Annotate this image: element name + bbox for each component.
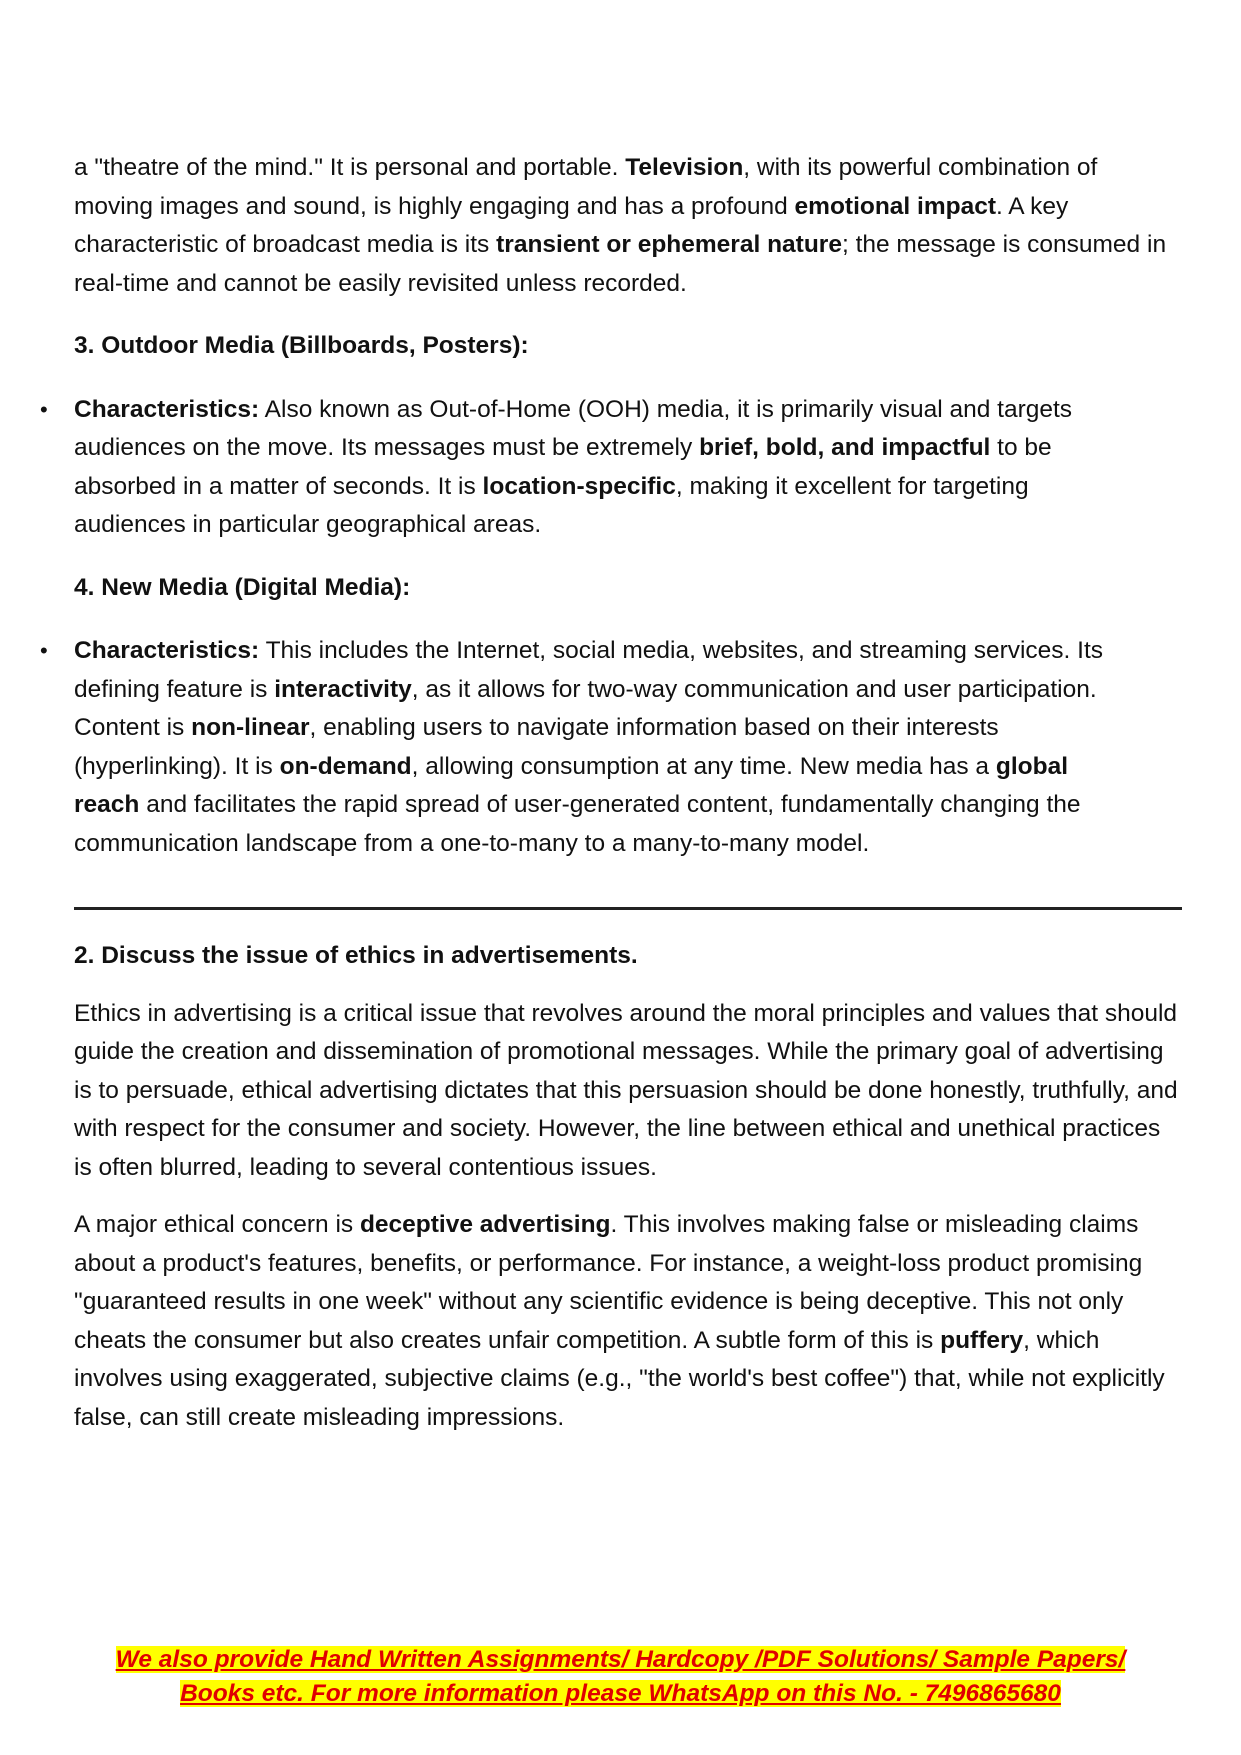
promo-line-2: Books etc. For more information please WhatsApp on this No. - 7496865680: [180, 1680, 1061, 1707]
new-media-characteristics: Characteristics: This includes the Internet, social media, websites, and streaming services. Its defining feature is interactivity, as it allows for two-way communication and user participation. Content is non-linear, enabling users to navigate information based on their interests (hyperlinking). It is on-demand, allowing consumption at any time. New media has a global reach and facilitates the rapid spread of user-generated content, fundamentally changing the communication landscape from a one-to-many to a many-to-many model.: [74, 637, 1104, 857]
ethics-paragraph-2: A major ethical concern is deceptive advertising. This involves making false or misleading claims about a product's features, benefits, or performance. For instance, a weight-loss product promising "guaranteed results in one week" without any scientific evidence is being deceptive. This not only cheats the consumer but also creates unfair competition. A subtle form of this is puffery, which involves using exaggerated, subjective claims (e.g., "the world's best coffee") that, while not explicitly false, can still create misleading impressions.: [74, 1211, 1165, 1431]
bold-term: transient or ephemeral nature: [496, 231, 842, 258]
bold-term: location-specific: [482, 472, 676, 500]
new-media-list: [0, 632, 1241, 863]
bold-term: global reach: [74, 752, 1068, 818]
bold-term: puffery: [940, 1326, 1024, 1354]
new-media-heading: 4. New Media (Digital Media):: [74, 573, 411, 601]
list-item: [40, 632, 1241, 863]
bullet-icon: •: [40, 638, 48, 663]
ethics-paragraph-1: Ethics in advertising is a critical issue that revolves around the moral principles and values that should guide the creation and dissemination of promotional messages. While the primary goal of advertising is to persuade, ethical advertising dictates that this persuasion should be done honestly, truthfully, and with respect for the consumer and society. However, the line between ethical and unethical practices is often blurred, leading to several contentious issues.: [74, 999, 1178, 1181]
outdoor-media-heading: 3. Outdoor Media (Billboards, Posters):: [74, 332, 529, 359]
bold-term: on-demand: [279, 752, 412, 780]
bold-term: emotional impact: [794, 192, 997, 220]
question-title: 2. Discuss the issue of ethics in advertisements.: [74, 942, 638, 969]
bold-term: Television: [625, 154, 744, 181]
promo-line-1: We also provide Hand Written Assignments/ Hardcopy /PDF Solutions/ Sample Papers/: [115, 1646, 1126, 1673]
bold-term: non-linear: [191, 714, 310, 741]
promo-footer: [0, 1643, 1241, 1711]
bold-term: brief, bold, and impactful: [699, 434, 991, 461]
bold-term: deceptive advertising: [359, 1211, 611, 1238]
broadcast-continuation: a "theatre of the mind." It is personal and portable. Television, with its powerful combination of moving images and sound, is highly engaging and has a profound emotional impact. A key characteristic of broadcast media is its transient or ephemeral nature; the message is consumed in real-time and cannot be easily revisited unless recorded.: [74, 154, 1167, 297]
bold-term: Characteristics:: [74, 637, 260, 664]
outdoor-media-characteristics: Characteristics: Also known as Out-of-Home (OOH) media, it is primarily visual and targets audiences on the move. Its messages must be extremely brief, bold, and impactful to be absorbed in a matter of seconds. It is location-specific, making it excellent for targeting audiences in particular geographical areas.: [74, 395, 1073, 538]
bold-term: Characteristics:: [74, 395, 260, 423]
list-item: [40, 391, 1241, 545]
section-divider: [74, 907, 1182, 910]
outdoor-media-list: [0, 391, 1241, 545]
bold-term: interactivity: [274, 675, 412, 703]
bullet-icon: •: [40, 396, 48, 422]
